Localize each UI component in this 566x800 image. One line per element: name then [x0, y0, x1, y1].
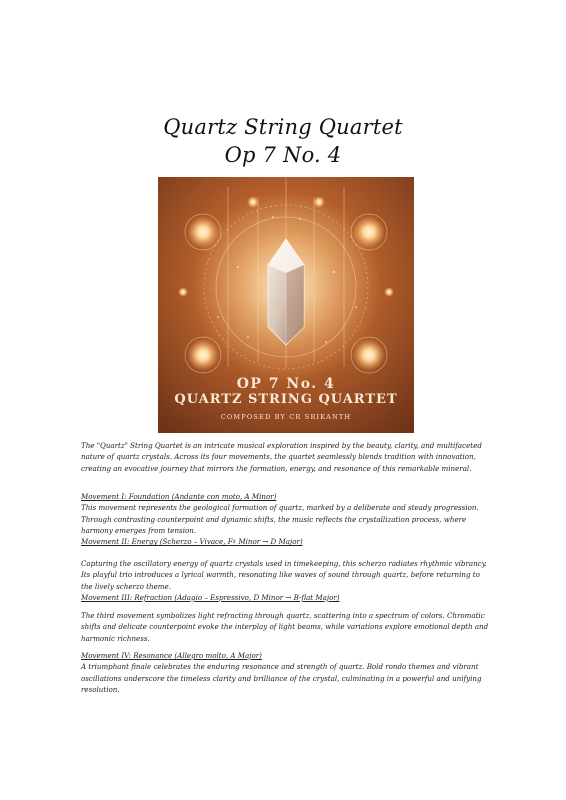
cover-composer: COMPOSED BY CR SRIKANTH	[220, 413, 352, 421]
movement-heading: Movement IV: Resonance (Allegro molto, A Major)	[81, 651, 262, 660]
movement-3	[81, 610, 491, 644]
movement-heading: Movement III: Refraction (Adagio – Espressivo, D Minor → B-flat Major)	[81, 592, 340, 602]
movement-description: Capturing the oscillatory energy of quartz crystals used in timekeeping, this scherzo radiates rhythmic vibrancy. Its playful trio introduces a lyrical warmth, resonating like waves of sound through quartz, before returning to the lively scherzo theme.	[81, 559, 487, 591]
page-title: Quartz String Quartet	[163, 115, 403, 139]
movement-2	[81, 558, 491, 603]
movement-heading: Movement II: Energy (Scherzo – Vivace, F♯ Minor → D Major)	[81, 537, 303, 547]
cover-op-label: OP 7 No. 4	[236, 376, 336, 392]
movement-1	[81, 491, 491, 547]
movement-heading: Movement I: Foundation (Andante con moto, A Minor)	[81, 492, 277, 501]
intro-paragraph: The "Quartz" String Quartet is an intricate musical exploration inspired by the beauty, clarity, and multifaceted nature of quartz crystals. Across its four movements, the quartet seamlessly blends tradition with innovation, creating an evocative journey that mirrors the formation, energy, and resonance of this remarkable mineral.	[81, 441, 482, 473]
page-subtitle: Op 7 No. 4	[224, 143, 342, 167]
movement-description: This movement represents the geological formation of quartz, marked by a deliberate and steady progression. Through contrasting counterpoint and dynamic shifts, the music reflects the crystallization process, where harmony emerges from tension.	[81, 503, 479, 535]
title-block	[0, 113, 566, 169]
cover-title: QUARTZ STRING QUARTET	[174, 392, 398, 407]
album-cover-image	[158, 177, 414, 433]
movement-description: A triumphant finale celebrates the enduring resonance and strength of quartz. Bold rondo themes and vibrant oscillations underscore the timeless clarity and brilliance of the crystal, culminating in a powerful and unifying resolution.	[81, 662, 482, 694]
movement-description: The third movement symbolizes light refracting through quartz, scattering into a spectrum of colors. Chromatic shifts and delicate counterpoint evoke the interplay of light beams, while variations explore emotional depth and harmonic richness.	[81, 611, 489, 643]
movement-4	[81, 650, 491, 695]
